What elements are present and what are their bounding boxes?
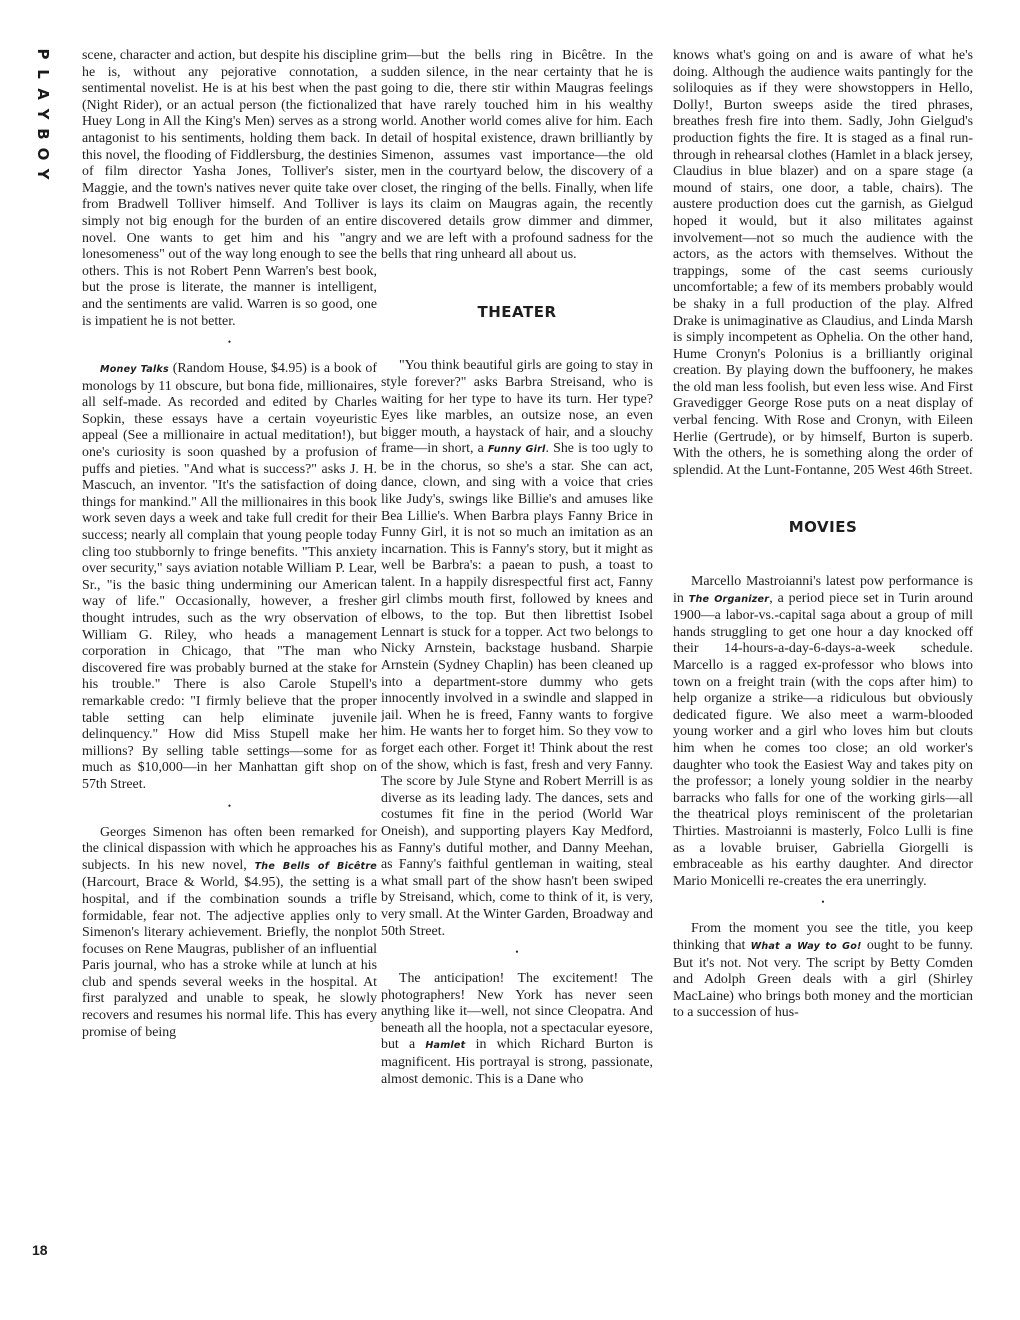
separator-bullet: • xyxy=(227,800,232,811)
column-1 xyxy=(82,48,377,1268)
column-3 xyxy=(673,48,973,1268)
review-paragraph: knows what's going on and is aware of what he's doing. Although the audience waits pantingly for the soliloquies as if they were showstoppers in Hello, Dolly!, Burton sweeps aside the tired phrases, breathes fresh fire into them. Sadly, John Gielgud's production fights the fire. It is staged as a final run-through in rehearsal clothes (Hamlet in a black jersey, Claudius in blue blazer) and on a spare stage (a mound of stairs, one door, a table, chairs). The austere production does cut the garnish, as Gielgud hoped it would, but it also militates against involvement—not so much the audience with the actors, as the actors with themselves. Without the trappings, some of the cast seems curiously uncomfortable; a few of its members probably would be shaky in a full production of the play. Alfred Drake is unimaginative as Claudius, and Linda Marsh is simply incompetent as Ophelia. On the other hand, Hume Cronyn's Polonius is a brilliantly original creation. By playing down the buffoonery, he makes the old man less foolish, but even less wise. And First Gravedigger George Rose puts on a neat display of verbal fencing. With Rose and Cronyn, with Eileen Herlie (Gertrude), or by himself, Burton is superb. With the others, he is something along the order of splendid. At the Lunt-Fontanne, 205 West 46th Street. xyxy=(673,48,973,478)
review-paragraph: scene, character and action, but despite his discipline he is, without any pejorative connotation, a sentimental novelist. He is at his best when the past (Night Rider), or an actual person (the fictionalized Huey Long in All the King's Men) serves as a strong antagonist to his sentiments, holding them back. In this novel, the flooding of Fiddlersburg, the destinies of film director Yasha Jones, Tolliver's sister, Maggie, and the town's natives never quite take over from Bradwell Tolliver himself. And Tolliver is simply not big enough for the burden of an entire novel. One wants to get him and his "angry lonesomeness" out of the way long enough to see the others. This is not Robert Penn Warren's best book, but the prose is literate, the manner is intelligent, and the sentiments are valid. Warren is so good, one is impatient he is not better. xyxy=(82,48,377,329)
review-text: (Harcourt, Brace & World, $4.95), the setting is a hospital, and if the combination sounds a trifle formidable, fear not. The adjective applies only to Simenon's literary achievement. Briefly, the nonplot focuses on Rene Maugras, publisher of an influential Paris journal, who has a stroke while at lunch at his club and spends several weeks in the hospital. At first paralyzed and unable to speak, he slowly recovers and resumes his normal life. This has every promise of being xyxy=(82,875,377,1040)
review-text: in which Richard Burton is magnificent. His portrayal is strong, passionate, almost demonic. This is a Dane who xyxy=(381,1037,653,1087)
film-title: What a Way to Go! xyxy=(750,940,862,952)
masthead-letter: B xyxy=(34,128,52,140)
show-title: Funny Girl xyxy=(487,444,546,456)
masthead-letter: L xyxy=(34,69,52,79)
masthead-letter: Y xyxy=(34,168,52,180)
review-text: From the moment you see the title, you keep thinking that xyxy=(673,921,973,953)
separator-bullet: • xyxy=(227,337,232,348)
review-text: "You think beautiful girls are going to stay in style forever?" asks Barbra Streisand, who is waiting for her type to have its turn. Her type? Eyes like marbles, an outsize nose, an even bigger mouth, a haystack of hair, and a slouchy frame—in short, a xyxy=(381,358,653,457)
review-paragraph xyxy=(82,361,377,793)
masthead-letter: Y xyxy=(34,108,52,120)
section-heading-movies: MOVIES xyxy=(788,518,858,537)
review-paragraph xyxy=(82,825,377,1042)
masthead-letter: O xyxy=(34,147,52,161)
section-heading-theater: THEATER xyxy=(477,302,557,321)
review-text: Georges Simenon has often been remarked for the clinical dispassion with which he approaches his subjects. In his new novel, xyxy=(82,824,377,873)
review-paragraph xyxy=(673,574,973,890)
page-number: 18 xyxy=(32,1242,48,1258)
masthead-letter: P xyxy=(34,48,52,60)
review-paragraph: grim—but the bells ring in Bicêtre. In the sudden silence, in the near certainty that he is going to die, there stir within Maugras feelings that have rarely touched him in his wealthy world. Another world comes alive for him. Each detail of hospital existence, drawn brilliantly by Simenon, assumes vast importance—the old men in the courtyard below, the discovery of a closet, the ringing of the bells. Finally, when life lays its claim on Maugras again, the recently discovered details grow dimmer and dimmer, and we are left with a profound sadness for the bells that ring unheard all about us. xyxy=(381,48,653,263)
review-paragraph xyxy=(381,358,653,940)
masthead-letter: A xyxy=(34,88,52,100)
book-title: Money Talks xyxy=(100,364,169,376)
separator-bullet: • xyxy=(821,897,825,908)
book-title: The Bells of Bicêtre xyxy=(254,860,377,872)
review-text: ought to be funny. But it's not. Not very. The script by Betty Comden and Adolph Green deals with a girl (Shirley MacLaine) who brings both money and the mortician to a succession of hus- xyxy=(673,937,973,1021)
review-paragraph xyxy=(381,971,653,1088)
show-title: Hamlet xyxy=(425,1040,466,1052)
review-text: Marcello Mastroianni's latest pow performance is in xyxy=(673,574,973,606)
review-text: . She is too ugly to be in the chorus, so she's a star. She can act, dance, clown, and sing with a voice that cries like Judy's, swings like Billie's and amuses like Bea Lillie's. When Barbra plays Fanny Brice in Funny Girl, it is not so much an imitation as an incarnation. This is Fanny's story, but it might as well be Barbra's: a paean to push, a toast to talent. In a happily disrespectful first act, Fanny girl climbs mouth first, followed by knees and elbows, to the top. But then librettist Isobel Lennart is stuck for a topper. Act two belongs to Nicky Arnstein, backstage husband. Sharpie Arnstein (Sydney Chaplin) has been cleaned up into a department-store dummy who gets innocently involved in a swindle and slapped in jail. When he is freed, Fanny wants to forgive him. He wants her to forget him. So they vow to forget each other. Forget it! Think about the rest of the show, which is fast, fresh and very Fanny. The score by Jule Styne and Robert Merrill is as diverse as its leading lady. The dances, sets and costumes fit fine in the period (World War Oneish), and supporting players Kay Medford, as Fanny's dutiful mother, and Danny Meehan, as Fanny's faithful gentleman in waiting, steal what small part of the show hasn't been swiped by Streisand, which, come to think of it, is very, very small. At the Winter Garden, Broadway and 50th Street. xyxy=(381,441,653,939)
review-paragraph xyxy=(673,921,973,1022)
film-title: The Organizer xyxy=(688,593,770,605)
playboy-masthead xyxy=(30,44,56,184)
review-text: (Random House, $4.95) is a book of monologs by 11 obscure, but bona fide, millionaires, all self-made. As recorded and edited by Charles Sopkin, these essays have a certain voyeuristic appeal (See a millionaire in actual meditation!), but one's curiosity is soon quashed by a profusion of puffs and pieties. "And what is success?" asks J. H. Mascuch, an inventor. "It's the satisfaction of doing things for mankind." All the millionaires in this book work seven days a week and take full credit for their success; nearly all complain that young people today cling too stubbornly to fringe benefits. "This anxiety over security," says aviation notable William P. Lear, Sr., "is the basic thing undermining our American way of life." Occasionally, however, a fresher thought intrudes, such as the wry observation of William G. Riley, who heads a management corporation in Chicago, that "The man who discovered fire was probably burned at the stake for his trouble." There is also Carole Stupell's remarkable credo: "I firmly believe that the proper table setting can help eliminate juvenile delinquency." How did Miss Stupell make her millions? By selling table settings—some for as much as $10,000—in her Manhattan gift shop on 57th Street. xyxy=(82,361,377,792)
review-text: , a period piece set in Turin around 1900—a labor-vs.-capital saga about a group of mill hands struggling to get one hour a day knocked off their 14-hours-a-day-6-days-a-week schedule. Marcello is a ragged ex-professor who blows into town on a freight train (with the cops after him) to help organize a strike—a ridiculous but obviously dedicated figure. We also meet a warm-blooded young worker and a girl who loves him but clouts him when he comes too close; an old worker's daughter who took the Easiest Way and takes pity on the professor; a lonely young soldier in the nearby barracks who falls for one of the working girls—all the theatrical ploys reminiscent of the proletarian Thirties. Mastroianni is masterly, Folco Lulli is fine as a lovable bruiser, Gabriella Giorgelli is embraceable as his earthy daughter. And director Mario Monicelli re-creates the era unerringly. xyxy=(673,590,973,889)
review-text: The anticipation! The excitement! The photographers! New York has never seen anything like it—well, not since Cleopatra. And beneath all the hoopla, not a spectacular eyesore, but a xyxy=(381,971,653,1053)
column-2 xyxy=(381,48,653,1268)
separator-bullet: • xyxy=(515,947,519,958)
